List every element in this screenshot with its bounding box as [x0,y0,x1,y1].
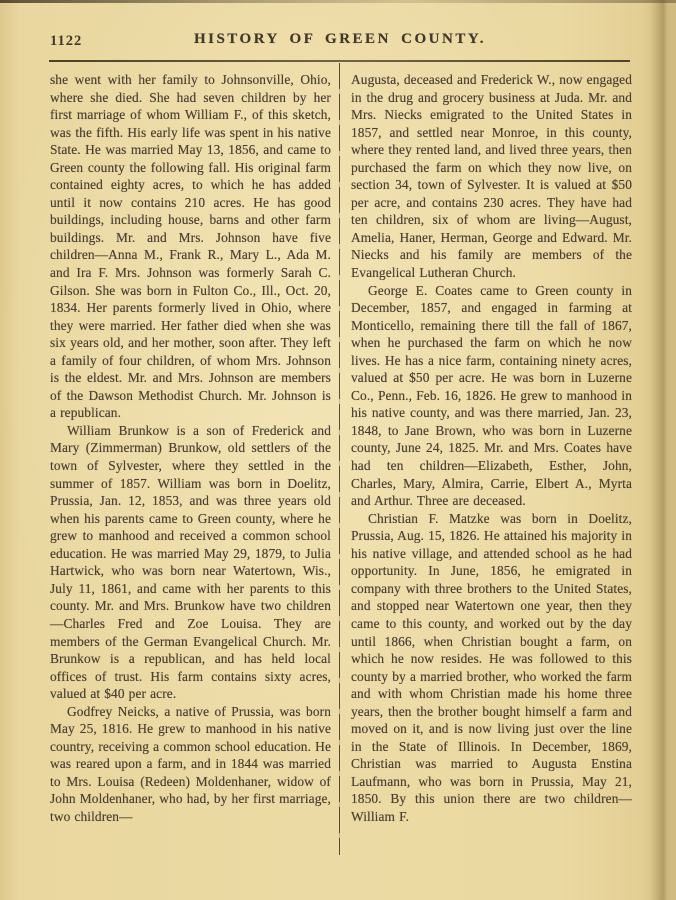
page-header-title: HISTORY OF GREEN COUNTY. [193,31,487,47]
header-rule [49,60,630,62]
left-column [50,71,331,826]
paragraph: Christian F. Matzke was born in Doelitz, Prussia, Aug. 15, 1826. He attained his majority in his native village, and attended school as he had opportunity. In June, 1856, he emigrated in company with three brothers to the United States, and stopped near Watertown one year, then they came to this county, and worked out by the day until 1866, when Christian bought a farm, on which he now resides. He was followed to this county by a married brother, who worked the farm and with whom Christian made his home three years, then the brother bought himself a farm and moved on it, and is now living just over the line in the State of Illinois. In December, 1869, Christian was married to Augusta Enstina Laufmann, who was born in Prussia, May 21, 1850. By this union there are two children—William F. [351,510,632,824]
right-column [351,71,632,826]
text-columns [50,71,632,826]
paragraph: Godfrey Neicks, a native of Prussia, was born May 25, 1816. He grew to manhood in his native country, receiving a common school education. He was reared upon a farm, and in 1844 was married to Mrs. Louisa (Redeen) Moldenhaner, widow of John Moldenhaner, who had, by her first marriage, two children— [50,703,331,824]
paragraph: George E. Coates came to Green county in December, 1857, and engaged in farming at Monticello, remaining there till the fall of 1867, when he purchased the farm on which he now lives. He has a nice farm, containing ninety acres, valued at $50 per acre. He was born in Luzerne Co., Penn., Feb. 16, 1826. He grew to manhood in his native county, and was there married, Jan. 23, 1848, to Jane Brown, who was born in Luzerne county, June 24, 1825. Mr. and Mrs. Coates have had ten children—Elizabeth, Esther, John, Charles, Mary, Almira, Carrie, Elbert A., Myrta and Arthur. Three are deceased. [351,282,632,509]
paragraph: she went with her family to Johnsonville, Ohio, where she died. She had seven children by her first marriage of whom William F., of this sketch, was the fifth. His early life was spent in his native State. He was married May 13, 1856, and came to Green county the following fall. His original farm contained eighty acres, to which he has added until it now contains 210 acres. He has good buildings, including house, barns and other farm buildings. Mr. and Mrs. Johnson have five children—Anna M., Frank R., Mary L., Ada M. and Ira F. Mrs. Johnson was formerly Sarah C. Gilson. She was born in Fulton Co., Ill., Oct. 20, 1834. Her parents formerly lived in Ohio, where they were married. Her father died when she was six years old, and her mother, soon after. They left a family of four children, of whom Mrs. Johnson is the eldest. Mr. and Mrs. Johnson are members of the Dawson Methodist Church. Mr. Johnson is a republican. [50,72,331,421]
page-number: 1122 [50,33,83,49]
paragraph: William Brunkow is a son of Frederick and Mary (Zimmerman) Brunkow, old settlers of the town of Sylvester, where they settled in the summer of 1857. William was born in Doelitz, Prussia, Jan. 12, 1853, and was three years old when his parents came to Green county, where he grew to manhood and received a common school education. He was married May 29, 1879, to Julia Hartwick, who was born near Watertown, Wis., July 11, 1861, and came with her parents to this county. Mr. and Mrs. Brunkow have two children—Charles Fred and Zoe Louisa. They are members of the German Evangelical Church. Mr. Brunkow is a republican, and has held local offices of trust. His farm contains sixty acres, valued at $40 per acre. [50,422,331,702]
page-header [50,31,630,51]
paragraph: Augusta, deceased and Frederick W., now engaged in the drug and grocery business at Juda. Mr. and Mrs. Niecks emigrated to the United States in 1857, and settled near Monroe, in this county, where they rented land, and lived three years, then purchased the farm on which they now live, on section 34, town of Sylvester. It is valued at $50 per acre, and contains 230 acres. They have had ten children, six of whom are living—August, Amelia, Haner, Herman, George and Edward. Mr. Niecks and his family are members of the Evangelical Lutheran Church. [351,72,632,281]
